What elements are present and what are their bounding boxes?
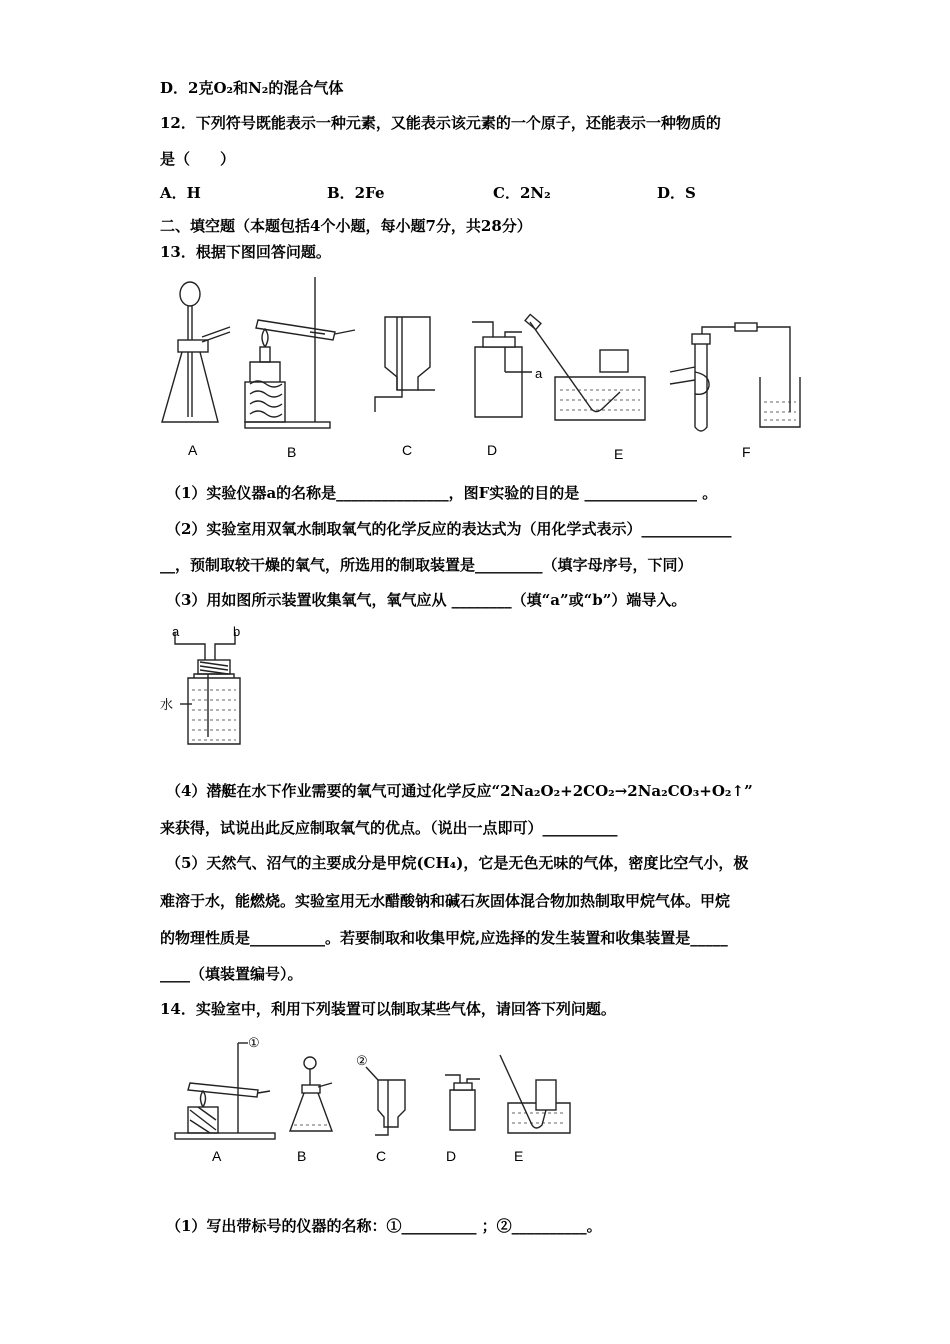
- section-heading: 二、填空题（本题包括4个小题，每小题7分，共28分）: [160, 217, 532, 235]
- q12-option-c: C．2N₂: [493, 184, 551, 202]
- q13-part1: （1）实验仪器a的名称是_______________，图F实验的目的是 _______________ 。: [166, 484, 718, 502]
- q13-part5-line3: 的物理性质是__________。若要制取和收集甲烷,应选择的发生装置和收集装置是_____: [160, 929, 728, 947]
- q12-stem-line2: 是（ ）: [160, 150, 236, 168]
- q12-option-a: A．H: [160, 184, 201, 202]
- q14-fig-label-b: B: [297, 1148, 307, 1164]
- q14-apparatus-figure: [170, 1035, 590, 1145]
- q14-apparatus-b: [290, 1057, 332, 1131]
- q13-part2-line2: __，预制取较干燥的氧气，所选用的制取装置是_________（填字母序号，下同）: [160, 556, 693, 574]
- apparatus-f-airtight: [670, 323, 800, 431]
- q12-option-b: B．2Fe: [327, 184, 385, 202]
- q14-apparatus-a: [175, 1035, 275, 1139]
- q13-fig-label-c: C: [402, 442, 413, 458]
- q13-marker-a: a: [535, 366, 543, 381]
- q13-gas-bottle-figure: [160, 622, 250, 752]
- q14-apparatus-e: [500, 1055, 570, 1133]
- q13-fig-label-b: B: [287, 444, 297, 460]
- q13-apparatus-figure: [150, 272, 820, 462]
- q14-fig-label-c: C: [376, 1148, 387, 1164]
- q13-fig-label-d: D: [487, 442, 498, 458]
- q14-marker-1: ①: [248, 1035, 260, 1050]
- bottle-label-b: b: [233, 624, 241, 639]
- q14-fig-label-d: D: [446, 1148, 457, 1164]
- q13-fig-label-f: F: [742, 444, 751, 460]
- q13-stem: 13．根据下图回答问题。: [160, 243, 331, 261]
- q13-part5-line2: 难溶于水，能燃烧。实验室用无水醋酸钠和碱石灰固体混合物加热制取甲烷气体。甲烷: [160, 892, 731, 910]
- q14-marker-2: ②: [356, 1053, 368, 1068]
- apparatus-c-bottle: [375, 317, 435, 412]
- apparatus-b-heating: [245, 277, 355, 428]
- q14-fig-label-a: A: [212, 1148, 222, 1164]
- apparatus-d-bottle: [472, 322, 532, 417]
- q13-part5-line1: （5）天然气、沼气的主要成分是甲烷(CH₄)，它是无色无味的气体，密度比空气小，极: [166, 854, 749, 872]
- q12-stem-line1: 12．下列符号既能表示一种元素，又能表示该元素的一个原子，还能表示一种物质的: [160, 114, 721, 132]
- bottle-label-a: a: [172, 624, 180, 639]
- q14-apparatus-c: [356, 1053, 405, 1135]
- q13-part4-line2: 来获得，试说出此反应制取氧气的优点。（说出一点即可）__________: [160, 819, 618, 837]
- apparatus-a-flask: [162, 282, 230, 422]
- q13-part4-line1: （4）潜艇在水下作业需要的氧气可通过化学反应“2Na₂O₂+2CO₂→2Na₂CO₃+O₂↑”: [166, 782, 753, 800]
- q13-part5-line4: ____（填装置编号）。: [160, 965, 303, 983]
- q14-part1: （1）写出带标号的仪器的名称：①__________ ；②__________。: [166, 1217, 602, 1235]
- q14-stem: 14．实验室中，利用下列装置可以制取某些气体，请回答下列问题。: [160, 1000, 616, 1018]
- q11-option-d: D．2克O₂和N₂的混合气体: [160, 79, 344, 97]
- q13-part2-line1: （2）实验室用双氧水制取氧气的化学反应的表达式为（用化学式表示）____________: [166, 520, 732, 538]
- apparatus-e-trough: [525, 314, 645, 420]
- q12-option-d: D．S: [657, 184, 696, 202]
- q14-fig-label-e: E: [514, 1148, 524, 1164]
- q13-fig-label-e: E: [614, 446, 624, 462]
- bottle-label-water: 水: [160, 697, 174, 712]
- q14-apparatus-d: [445, 1075, 480, 1130]
- q13-part3: （3）用如图所示装置收集氧气，氧气应从 ________（填“a”或“b”）端导入。: [166, 591, 687, 609]
- q13-fig-label-a: A: [188, 442, 198, 458]
